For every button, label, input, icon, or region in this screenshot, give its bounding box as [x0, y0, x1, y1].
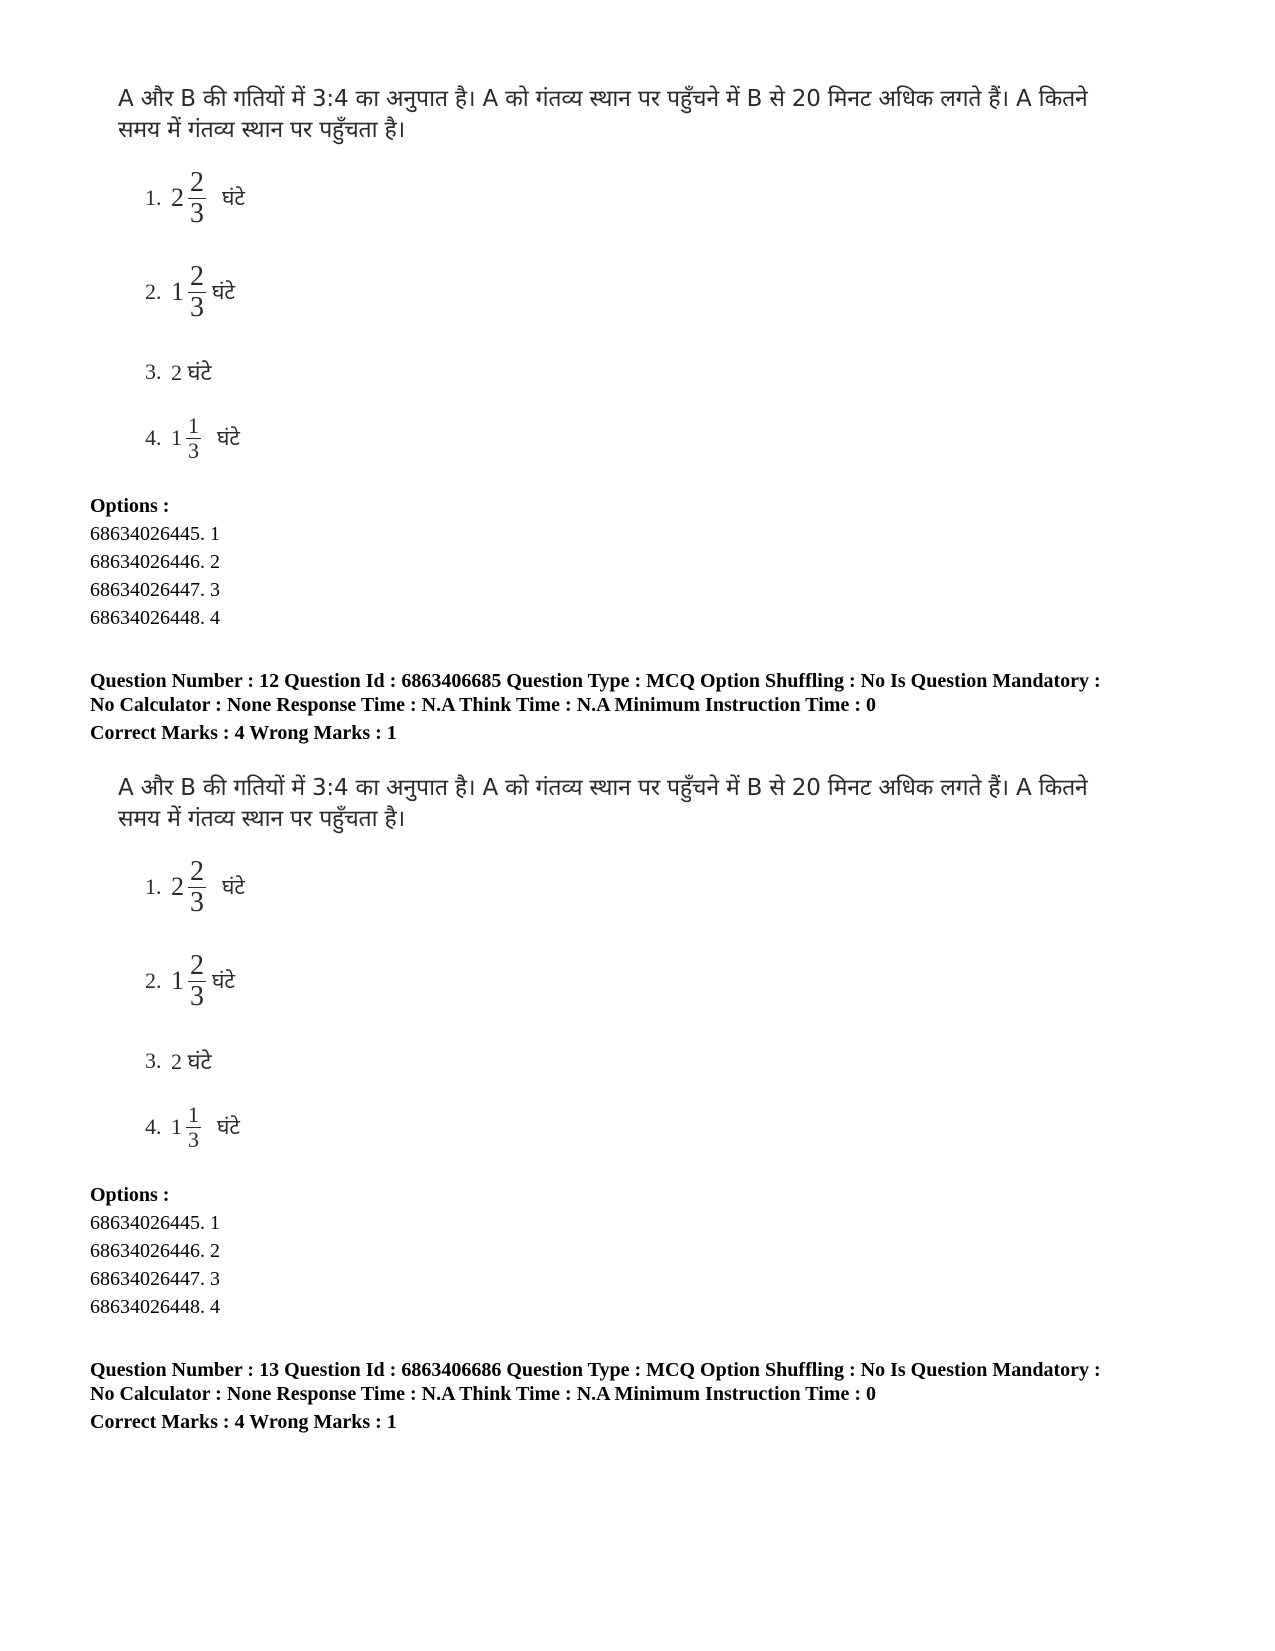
options-list: [90, 1181, 220, 1321]
choice-1: [145, 168, 245, 228]
fraction-whole: 1: [171, 966, 184, 995]
option-item: 68634026448. 4: [90, 607, 220, 629]
fraction-whole: 2: [171, 183, 184, 212]
choice-4: [145, 408, 240, 468]
header-line: No Calculator : None Response Time : N.A Think Time : N.A Minimum Instruction Time : 0: [90, 1383, 876, 1405]
choice-number: 3.: [145, 1048, 162, 1073]
option-item: 68634026447. 3: [90, 1268, 220, 1290]
fraction-numerator: 2: [190, 167, 204, 199]
choice-number: 1.: [145, 185, 162, 210]
choice-4: [145, 1097, 240, 1157]
marks-line: Correct Marks : 4 Wrong Marks : 1: [90, 1411, 397, 1433]
choice-2: [145, 951, 235, 1011]
mixed-fraction: [171, 168, 208, 228]
option-item: 68634026446. 2: [90, 551, 220, 573]
fraction: [186, 1103, 201, 1150]
fraction-denominator: 3: [190, 197, 204, 229]
fraction-numerator: 1: [188, 413, 199, 439]
choice-unit: घंटे: [217, 426, 240, 450]
choice-unit: घंटे: [222, 186, 245, 210]
fraction-denominator: 3: [188, 1126, 199, 1152]
header-line: Question Number : 13 Question Id : 6863406686 Question Type : MCQ Option Shuffling : No Is Question Mandatory :: [90, 1359, 1101, 1381]
choice-text: 2 घंटे: [171, 1049, 212, 1074]
question-line: A और B की गतियों में 3:4 का अनुपात है। A को गंतव्य स्थान पर पहुँचने में B से 20 मिनट अधिक लगते हैं। A कितने: [118, 775, 1088, 801]
mixed-fraction: [171, 262, 208, 322]
question-text: [118, 773, 1178, 835]
question-text: [118, 84, 1178, 146]
options-list: [90, 492, 220, 632]
fraction-denominator: 3: [190, 980, 204, 1012]
header-line: Question Number : 12 Question Id : 6863406685 Question Type : MCQ Option Shuffling : No Is Question Mandatory :: [90, 670, 1101, 692]
fraction-numerator: 2: [190, 856, 204, 888]
fraction: [186, 414, 201, 461]
fraction-whole: 1: [171, 277, 184, 306]
choice-number: 2.: [145, 968, 162, 993]
fraction: [188, 951, 206, 1011]
fraction-whole: 1: [171, 1114, 182, 1139]
question-header: [90, 669, 1190, 745]
fraction-whole: 1: [171, 425, 182, 450]
choice-3: [145, 342, 212, 402]
mixed-fraction: [171, 951, 208, 1011]
fraction-denominator: 3: [188, 437, 199, 463]
option-item: 68634026448. 4: [90, 1296, 220, 1318]
fraction-whole: 2: [171, 872, 184, 901]
choice-number: 1.: [145, 874, 162, 899]
fraction: [188, 857, 206, 917]
choice-unit: घंटे: [222, 875, 245, 899]
question-line: समय में गंतव्य स्थान पर पहुँचता है।: [118, 806, 405, 832]
choice-number: 4.: [145, 1114, 162, 1139]
fraction: [188, 168, 206, 228]
fraction-numerator: 2: [190, 950, 204, 982]
choice-unit: घंटे: [212, 969, 235, 993]
choice-number: 2.: [145, 279, 162, 304]
option-item: 68634026446. 2: [90, 1240, 220, 1262]
fraction-numerator: 1: [188, 1102, 199, 1128]
mixed-fraction: [171, 1103, 203, 1150]
question-line: A और B की गतियों में 3:4 का अनुपात है। A को गंतव्य स्थान पर पहुँचने में B से 20 मिनट अधिक लगते हैं। A कितने: [118, 86, 1088, 112]
choice-2: [145, 262, 235, 322]
choice-number: 4.: [145, 425, 162, 450]
choice-text: 2 घंटे: [171, 360, 212, 385]
choice-number: 3.: [145, 359, 162, 384]
mixed-fraction: [171, 414, 203, 461]
marks-line: Correct Marks : 4 Wrong Marks : 1: [90, 722, 397, 744]
choice-1: [145, 857, 245, 917]
question-header: [90, 1358, 1190, 1434]
choice-unit: घंटे: [217, 1115, 240, 1139]
choice-3: [145, 1031, 212, 1091]
options-label: Options :: [90, 1184, 170, 1206]
header-line: No Calculator : None Response Time : N.A Think Time : N.A Minimum Instruction Time : 0: [90, 694, 876, 716]
fraction-numerator: 2: [190, 261, 204, 293]
question-line: समय में गंतव्य स्थान पर पहुँचता है।: [118, 117, 405, 143]
fraction: [188, 262, 206, 322]
option-item: 68634026445. 1: [90, 523, 220, 545]
option-item: 68634026445. 1: [90, 1212, 220, 1234]
options-label: Options :: [90, 495, 170, 517]
fraction-denominator: 3: [190, 291, 204, 323]
mixed-fraction: [171, 857, 208, 917]
fraction-denominator: 3: [190, 886, 204, 918]
option-item: 68634026447. 3: [90, 579, 220, 601]
choice-unit: घंटे: [212, 280, 235, 304]
